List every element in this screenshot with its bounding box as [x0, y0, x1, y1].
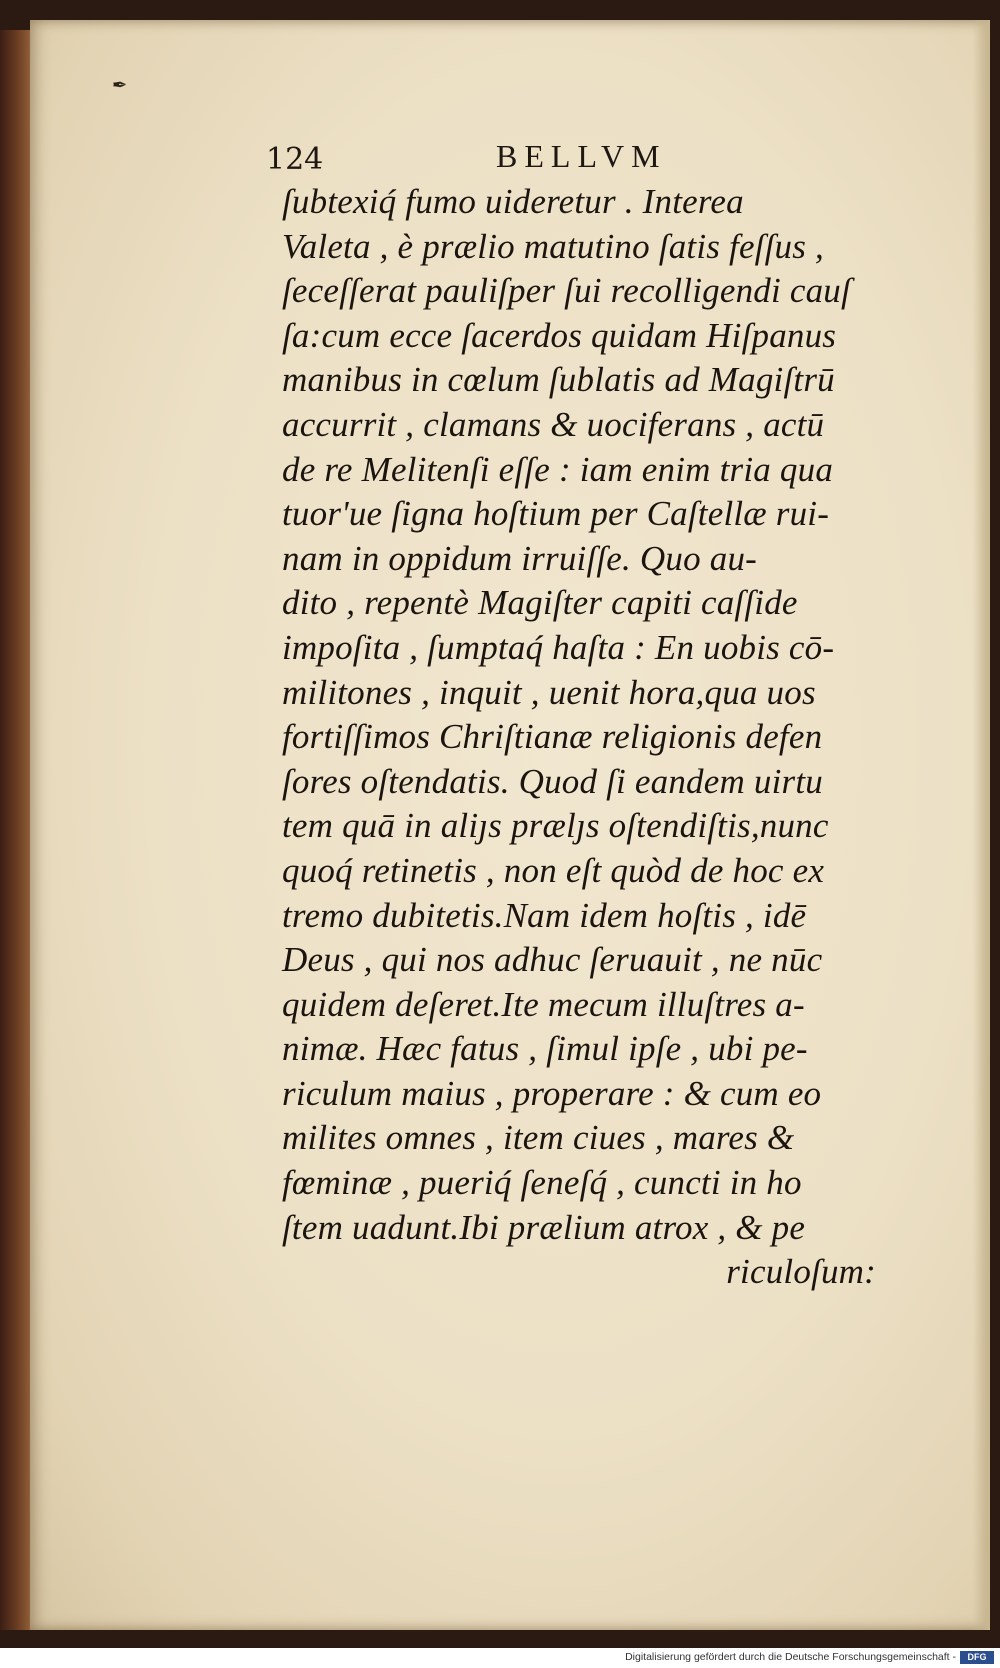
text-line: impoſita , ſumptaq́ haſta : En uobis cō-	[282, 627, 835, 667]
page-gutter-shadow	[972, 20, 990, 1630]
text-line: tem quā in aliȷs prælȷs oſtendiſtis,nunc	[282, 806, 829, 846]
dfg-logo: DFG	[960, 1651, 994, 1664]
footer-bar	[0, 1648, 1000, 1668]
text-line: quidem deſeret.Ite mecum illuſtres a-	[282, 984, 805, 1024]
text-line: ſa:cum ecce ſacerdos quidam Hiſpanus	[282, 315, 837, 355]
page-number: 124	[266, 142, 324, 177]
text-line: fortiſſimos Chriſtianæ religionis defen	[282, 717, 823, 757]
body-text	[282, 180, 882, 1295]
text-line: ſubtexiq́ fumo uideretur . Interea	[282, 182, 744, 221]
text-line: riculum maius , properare : & cum eo	[282, 1073, 822, 1113]
funding-notice: Digitalisierung gefördert durch die Deutsche Forschungsgemeinschaft -	[625, 1651, 956, 1663]
text-line: de re Melitenſi eſſe : iam enim tria qua	[282, 449, 834, 489]
text-line: Deus , qui nos adhuc ſeruauit , ne nūc	[282, 940, 823, 980]
text-line: dito , repentè Magiſter capiti caſſide	[282, 583, 798, 623]
running-head: BELLVM	[496, 138, 667, 174]
text-line: ſeceſſerat pauliſper ſui recolligendi cauſ	[282, 271, 851, 311]
text-line: nimæ. Hæc fatus , ſimul ipſe , ubi pe-	[282, 1029, 808, 1069]
text-line: Valeta , è prælio matutino ſatis feſſus ,	[282, 226, 824, 266]
margin-mark: ✒	[112, 75, 128, 96]
text-line: fœminæ , pueriq́ ſeneſq́ , cuncti in ho	[282, 1163, 802, 1203]
text-line: nam in oppidum irruiſſe. Quo au-	[282, 538, 758, 578]
text-line: tuor'ue ſigna hoſtium per Caſtellæ rui-	[282, 494, 830, 534]
text-line: militones , inquit , uenit hora,qua uos	[282, 672, 816, 712]
text-line: ſtem uadunt.Ibi prælium atrox , & pe	[282, 1207, 806, 1247]
text-line: milites omnes , item ciues , mares &	[282, 1118, 795, 1158]
text-line: tremo dubitetis.Nam idem hoſtis , idē	[282, 895, 807, 935]
text-line: quoq́ retinetis , non eſt quòd de hoc ex	[282, 850, 825, 890]
text-line: ſores oſtendatis. Quod ſi eandem uirtu	[282, 761, 823, 801]
text-line: manibus in cœlum ſublatis ad Magiſtrū	[282, 360, 835, 400]
catchword: riculoſum:	[726, 1252, 876, 1292]
text-line: accurrit , clamans & uociferans , actū	[282, 404, 825, 444]
